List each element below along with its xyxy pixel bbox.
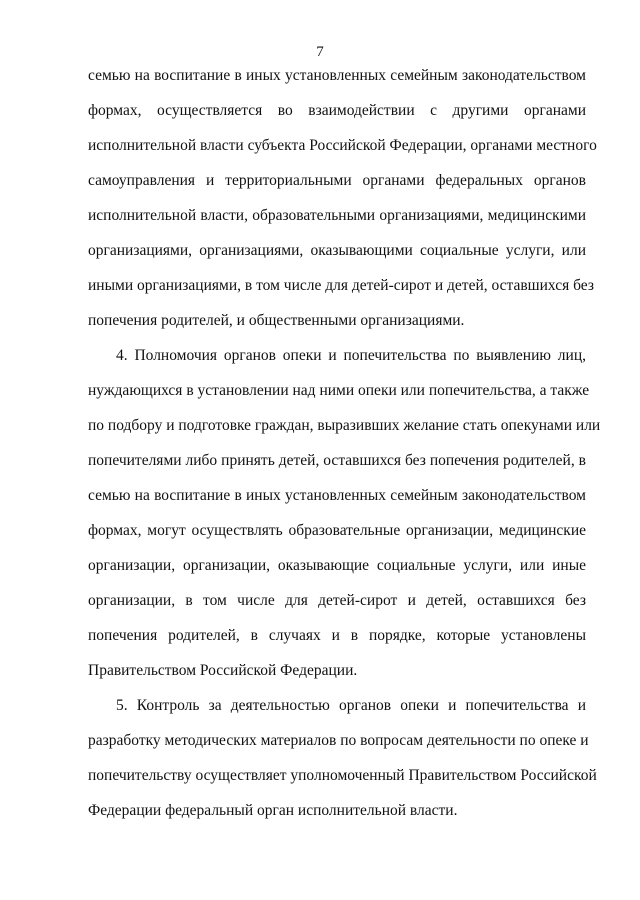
text-line: Федерации федеральный орган исполнительной власти. [88,802,458,819]
text-line: исполнительной власти, образовательными организациями, медицинскими [88,207,586,224]
text-line: организациями, организациями, оказывающими социальные услуги, или [88,242,586,259]
text-line: формах, могут осуществлять образовательные организации, медицинские [88,522,586,539]
page-number: 7 [316,44,324,60]
paragraph-5-first-line: 5. Контроль за деятельностью органов опеки и попечительства и [116,697,586,714]
text-line: попечительству осуществляет уполномоченный Правительством Российской [88,767,597,784]
text-line: семью на воспитание в иных установленных семейным законодательством [88,487,586,504]
text-line: Правительством Российской Федерации. [88,662,358,679]
text-line: исполнительной власти субъекта Российской Федерации, органами местного [88,137,597,154]
text-line: иными организациями, в том числе для детей-сирот и детей, оставшихся без [88,277,594,294]
paragraph-4-first-line: 4. Полномочия органов опеки и попечительства по выявлению лиц, [116,347,586,364]
text-line: попечения родителей, и общественными организациями. [88,312,465,329]
text-line: формах, осуществляется во взаимодействии с другими органами [88,102,586,119]
text-line: разработку методических материалов по вопросам деятельности по опеке и [88,732,589,749]
text-line: по подбору и подготовке граждан, выразивших желание стать опекунами или [88,417,601,434]
text-line: организации, в том числе для детей-сирот и детей, оставшихся без [88,592,586,609]
text-line: организации, организации, оказывающие социальные услуги, или иные [88,557,586,574]
text-line: самоуправления и территориальными органами федеральных органов [88,172,586,189]
text-line: нуждающихся в установлении над ними опеки или попечительства, а также [88,382,590,399]
text-line: попечения родителей, в случаях и в порядке, которые установлены [88,627,586,644]
text-line: попечителями либо принять детей, оставшихся без попечения родителей, в [88,452,586,469]
text-line: семью на воспитание в иных установленных семейным законодательством [88,67,586,84]
